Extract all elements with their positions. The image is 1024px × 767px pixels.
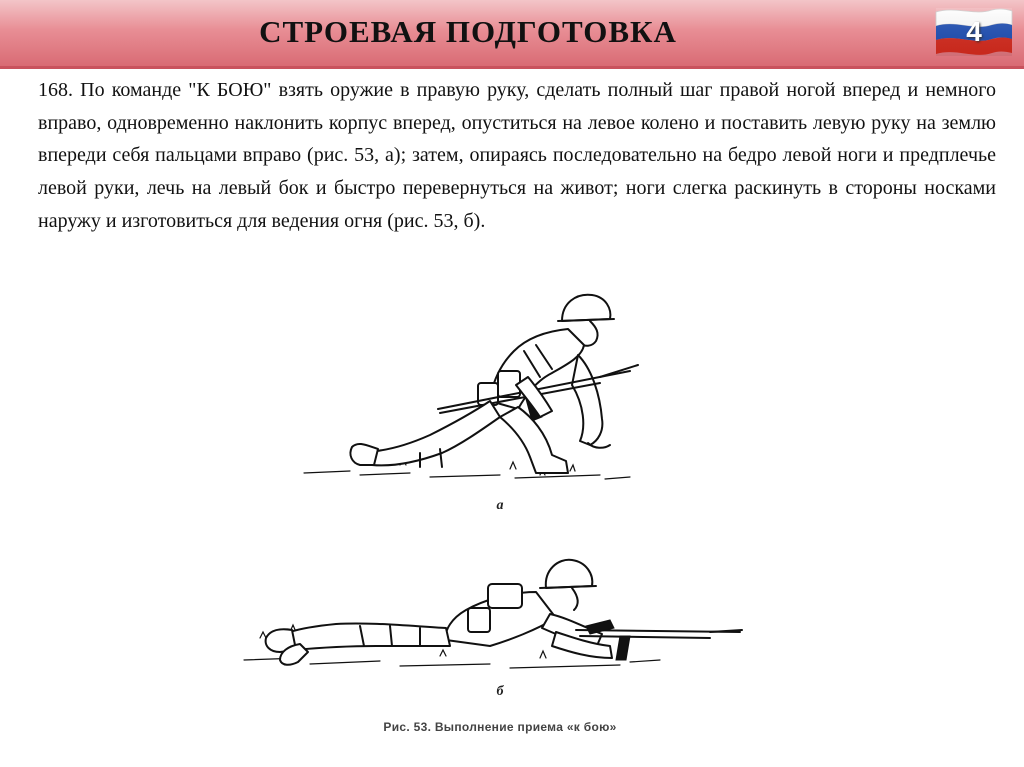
page-title: СТРОЕВАЯ ПОДГОТОВКА [259,14,677,49]
kneeling-soldier-illustration [300,285,640,495]
slide-number: 4 [966,16,982,47]
figure-a-kneeling-soldier [300,285,640,495]
figure-a-label: а [496,498,504,513]
figure-b-prone-soldier [240,548,745,683]
russian-flag-icon [934,6,1014,58]
figure-b-label: б [496,684,504,699]
header-band [0,0,1024,69]
figure-caption: Рис. 53. Выполнение приема «к бою» [383,720,617,734]
prone-soldier-illustration [240,548,745,683]
instruction-paragraph: 168. По команде "К БОЮ" взять оружие в правую руку, сделать полный шаг правой ногой вперед и немного вправо, одновременно наклонить корпус вперед, опуститься на левое колено и поставить левую руку на землю впереди себя пальцами вправо (рис. 53, а); затем, опираясь последовательно на бедро левой ноги и предплечье левой руки, лечь на левый бок и быстро перевернуться на живот; ноги слегка раскинуть в стороны носками наружу и изготовиться для ведения огня (рис. 53, б). [38,79,996,232]
